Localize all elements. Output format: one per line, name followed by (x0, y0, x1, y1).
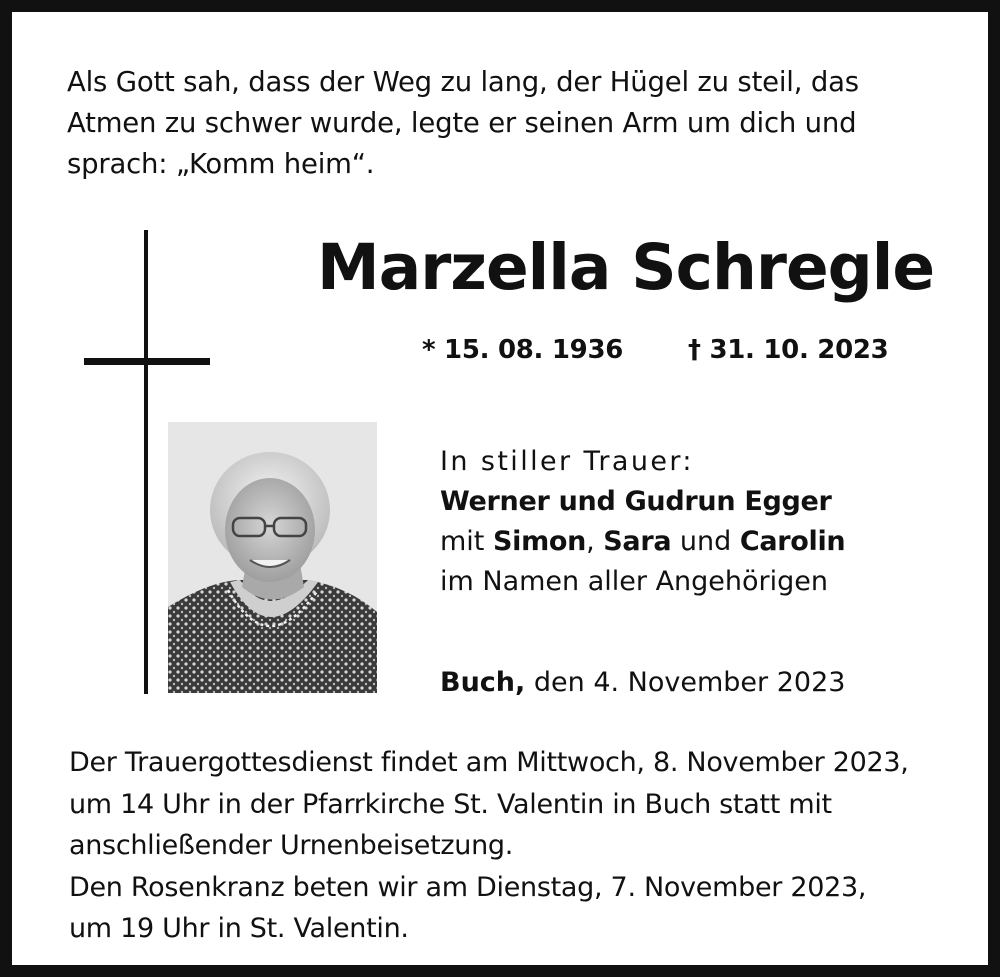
child-name: Sara (603, 526, 672, 557)
mourners-family: Werner und Gudrun Egger (440, 486, 832, 517)
deceased-name: Marzella Schregle (317, 231, 935, 304)
cross-horizontal-bar (84, 358, 210, 365)
announcement-date: den 4. November 2023 (525, 667, 846, 698)
verse-line: sprach: „Komm heim“. (67, 148, 375, 180)
verse-line: Atmen zu schwer wurde, legte er seinen Arm um dich und (67, 107, 857, 139)
birth-date: * 15. 08. 1936 (422, 335, 624, 365)
separator: , (586, 526, 604, 557)
mourners-closing: im Namen aller Angehörigen (440, 566, 829, 597)
portrait-photo (168, 422, 377, 693)
place-date-line (440, 664, 845, 702)
service-line: um 19 Uhr in St. Valentin. (69, 913, 409, 944)
mourning-intro: In stiller Trauer: (440, 446, 694, 477)
service-line: Den Rosenkranz beten wir am Dienstag, 7. November 2023, (69, 871, 867, 903)
verse-line: Als Gott sah, dass der Weg zu lang, der Hügel zu steil, das (67, 66, 859, 98)
service-line: Der Trauergottesdienst findet am Mittwoch, 8. November 2023, (69, 747, 909, 778)
memorial-verse (67, 62, 947, 185)
cross-vertical-bar (144, 230, 148, 694)
mourners-children-line (440, 522, 960, 562)
service-line: anschließender Urnenbeisetzung. (69, 830, 514, 861)
child-name: Simon (492, 526, 587, 557)
mourners-block (440, 442, 960, 602)
with-prefix: mit (440, 526, 493, 557)
separator: und (671, 526, 740, 557)
service-details (69, 742, 969, 950)
death-date: † 31. 10. 2023 (688, 335, 889, 365)
child-name: Carolin (739, 526, 846, 557)
mourners-family-line (440, 482, 960, 522)
portrait-image (168, 422, 377, 693)
service-line: um 14 Uhr in der Pfarrkirche St. Valentin in Buch statt mit (69, 788, 832, 820)
place-name: Buch, (440, 667, 526, 698)
